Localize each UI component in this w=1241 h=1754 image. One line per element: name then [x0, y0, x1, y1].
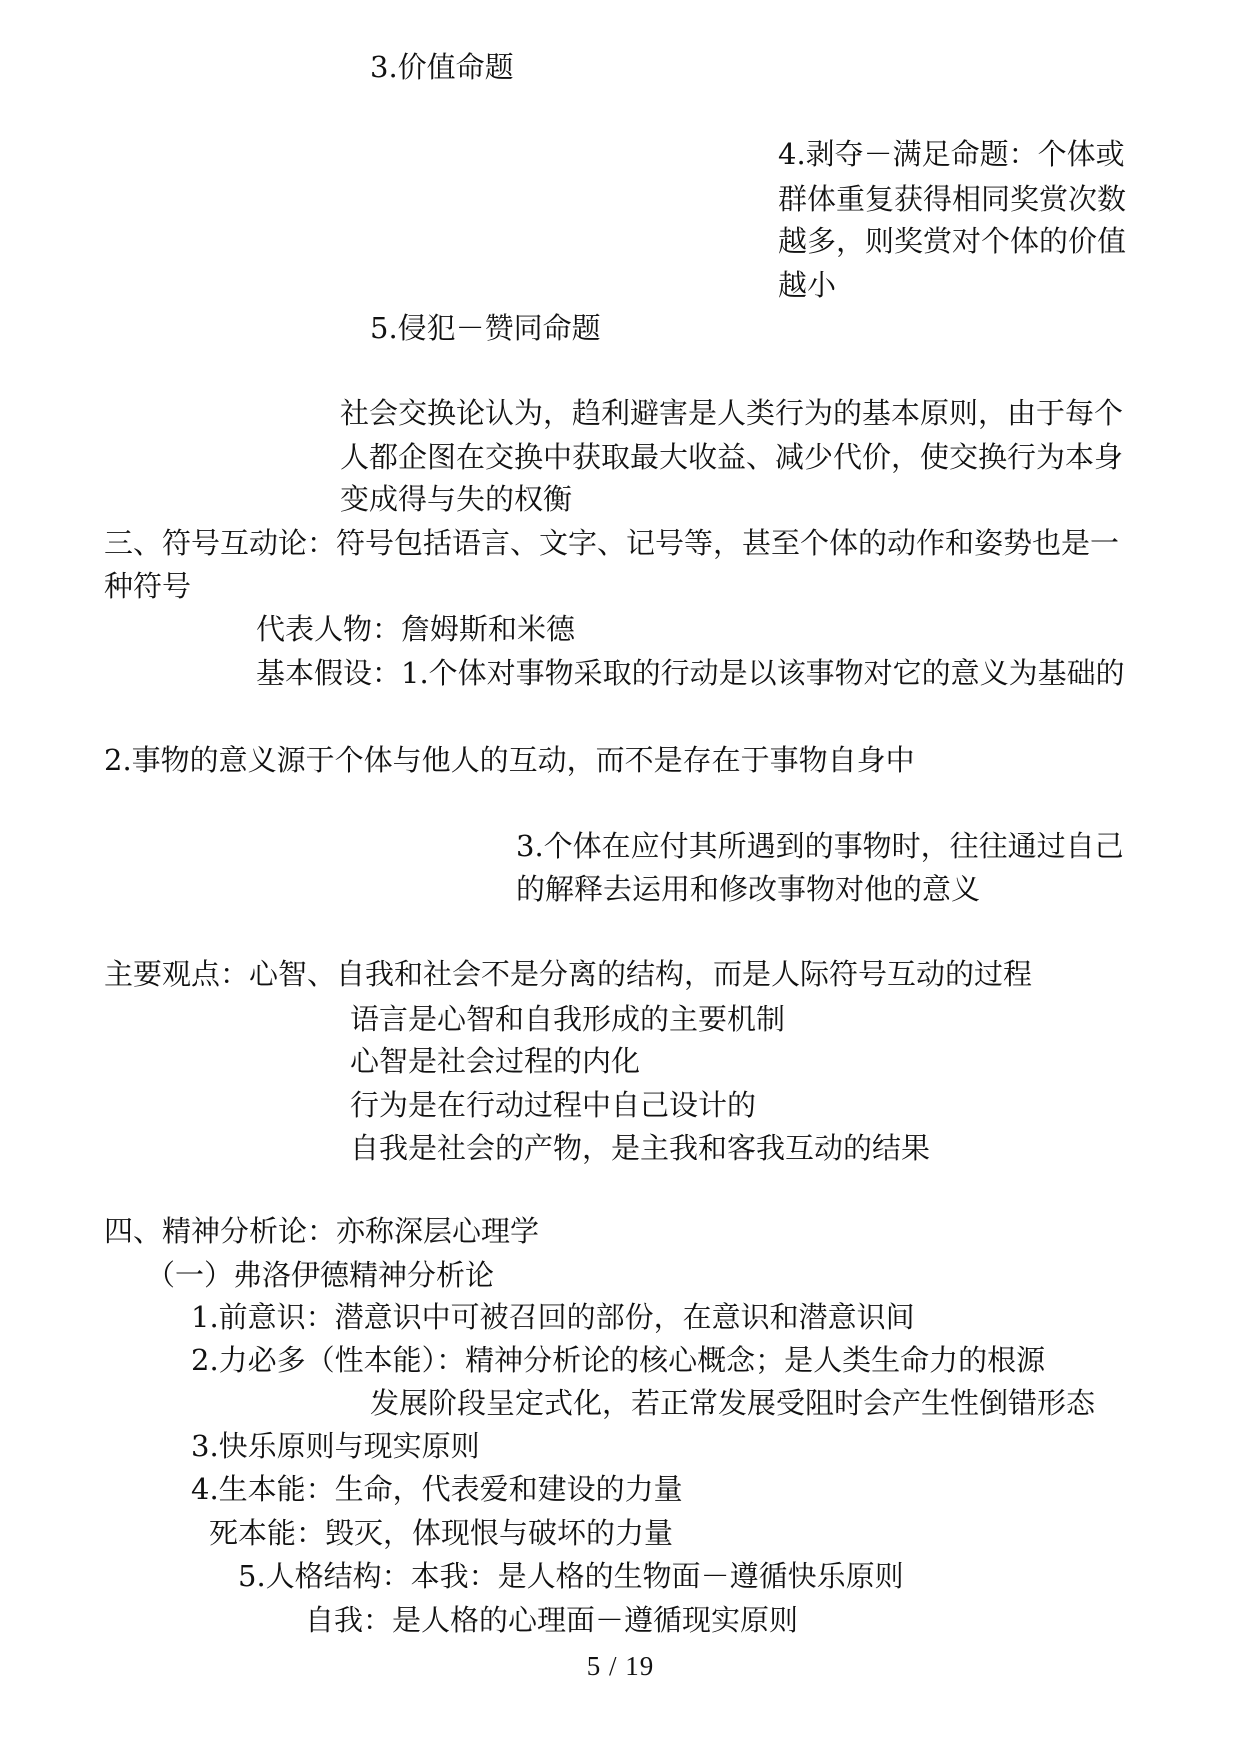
- deprivation-satiation-line: 越小: [778, 268, 837, 302]
- section-heading-symbolic-interaction: 种符号: [104, 569, 192, 603]
- psychoanalysis-item: 2.力必多（性本能）：精神分析论的核心概念；是人类生命力的根源: [191, 1343, 1046, 1377]
- basic-assumption-3: 的解释去运用和修改事物对他的意义: [516, 872, 981, 906]
- main-view-item: 行为是在行动过程中自己设计的: [350, 1088, 757, 1122]
- main-view-item: 心智是社会过程的内化: [350, 1044, 641, 1078]
- main-views: 主要观点：心智、自我和社会不是分离的结构，而是人际符号互动的过程: [104, 957, 1033, 991]
- basic-assumption-3: 3.个体在应付其所遇到的事物时，往往通过自己: [516, 829, 1124, 863]
- deprivation-satiation-line: 群体重复获得相同奖赏次数: [778, 182, 1127, 216]
- psychoanalysis-item: 自我：是人格的心理面－遵循现实原则: [305, 1603, 799, 1637]
- exchange-summary-line: 社会交换论认为，趋利避害是人类行为的基本原则，由于每个: [340, 396, 1124, 430]
- page-number: 5 / 19: [586, 1651, 655, 1681]
- deprivation-satiation-line: 越多，则奖赏对个体的价值: [778, 224, 1127, 258]
- section-heading-psychoanalysis: 四、精神分析论：亦称深层心理学: [104, 1214, 540, 1248]
- value-proposition: 3.价值命题: [370, 50, 514, 84]
- basic-assumption-2: 2.事物的意义源于个体与他人的互动，而不是存在于事物自身中: [104, 743, 915, 777]
- representatives: 代表人物：詹姆斯和米德: [256, 612, 576, 646]
- section-heading-symbolic-interaction: 三、符号互动论：符号包括语言、文字、记号等，甚至个体的动作和姿势也是一: [104, 526, 1120, 560]
- main-view-item: 语言是心智和自我形成的主要机制: [350, 1002, 786, 1036]
- deprivation-satiation-line: 4.剥夺－满足命题：个体或: [778, 137, 1125, 171]
- aggression-approval-proposition: 5.侵犯－赞同命题: [370, 311, 601, 345]
- exchange-summary-line: 人都企图在交换中获取最大收益、减少代价，使交换行为本身: [340, 440, 1124, 474]
- psychoanalysis-item: 1.前意识：潜意识中可被召回的部份，在意识和潜意识间: [191, 1300, 915, 1334]
- psychoanalysis-item: 死本能：毁灭，体现恨与破坏的力量: [209, 1516, 674, 1550]
- psychoanalysis-item: 3.快乐原则与现实原则: [191, 1429, 480, 1463]
- exchange-summary-line: 变成得与失的权衡: [340, 482, 573, 516]
- psychoanalysis-item: 4.生本能：生命，代表爱和建设的力量: [191, 1472, 683, 1506]
- psychoanalysis-item: 5.人格结构：本我：是人格的生物面－遵循快乐原则: [238, 1559, 904, 1593]
- psychoanalysis-item: 发展阶段呈定式化，若正常发展受阻时会产生性倒错形态: [370, 1386, 1096, 1420]
- basic-assumption-1: 基本假设：1.个体对事物采取的行动是以该事物对它的意义为基础的: [256, 656, 1125, 690]
- main-view-item: 自我是社会的产物，是主我和客我互动的结果: [350, 1131, 931, 1165]
- subsection-heading-freud: （一）弗洛伊德精神分析论: [146, 1258, 495, 1292]
